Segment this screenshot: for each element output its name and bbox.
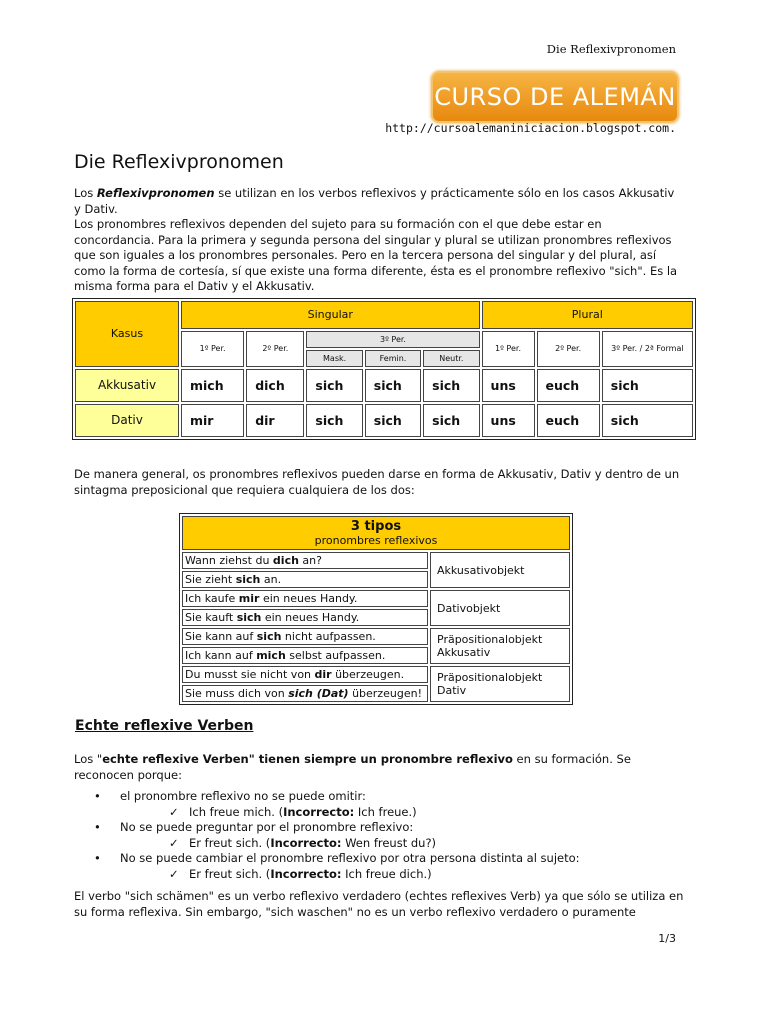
neutr-header: Neutr. — [423, 350, 479, 367]
femin-header: Femin. — [365, 350, 421, 367]
pronoun-cell: sich — [423, 404, 479, 437]
example-sentence: Wann ziehst du dich an? — [182, 552, 428, 569]
kasus-header: Kasus — [75, 301, 179, 367]
example-sentence: Ich kaufe mir ein neues Handy. — [182, 590, 428, 607]
pronoun-cell: uns — [482, 369, 535, 402]
pronoun-cell: sich — [365, 369, 421, 402]
table-row — [182, 628, 570, 645]
list-item: ✓ Er freut sich. (Incorrecto: Ich freue dich.) — [169, 866, 432, 881]
pronoun-cell: sich — [602, 404, 693, 437]
intro-paragraphs — [74, 186, 684, 295]
pronoun-cell: euch — [537, 404, 600, 437]
intro-paragraph-1: Los Reflexivpronomen se utilizan en los verbos reflexivos y prácticamente sólo en los casos Akkusativ y Dativ. — [74, 186, 675, 216]
table-row-dativ — [75, 404, 693, 437]
bullet-icon: • — [94, 820, 101, 834]
intro-paragraph-2: Los pronombres reflexivos dependen del sujeto para su formación con el que debe estar en concordancia. Para la primera y segunda persona del singular y plural se utilizan pronombres reflexivos que son iguales a los pronombres personales. Pero en la tercera persona del singular y del plural, así como la forma de cortesía, sí que existe una forma diferente, ésta es el pronombre reflexivo "sich". Es la misma forma para el Dativ y el Akkusativ. — [74, 217, 678, 293]
table-row — [182, 666, 570, 683]
list-item: • No se puede preguntar por el pronombre reflexivo: — [94, 820, 414, 834]
three-types-table — [179, 513, 573, 705]
case-dativ: Dativ — [75, 404, 179, 437]
pronoun-cell: sich — [365, 404, 421, 437]
bullet-icon: • — [94, 789, 101, 803]
pronoun-cell: dich — [246, 369, 304, 402]
list-item: • el pronombre reflexivo no se puede omitir: — [94, 789, 366, 803]
plural-header: Plural — [482, 301, 693, 329]
example-sentence: Sie kauft sich ein neues Handy. — [182, 609, 428, 626]
example-sentence: Sie kann auf sich nicht aufpassen. — [182, 628, 428, 645]
list-item: ✓ Er freut sich. (Incorrecto: Wen freust du?) — [169, 835, 437, 850]
pronoun-cell: sich — [306, 404, 362, 437]
example-sentence: Sie zieht sich an. — [182, 571, 428, 588]
singular-header: Singular — [181, 301, 480, 329]
rules-list — [74, 789, 684, 882]
pronoun-cell: mich — [181, 369, 244, 402]
bullet-icon: • — [94, 851, 101, 865]
three-types-subtitle: pronombres reflexivos — [314, 534, 438, 547]
table-row — [182, 552, 570, 569]
pronoun-cell: sich — [602, 369, 693, 402]
checkmark-icon: ✓ — [169, 835, 179, 850]
type-prapositionalobjekt-akkusativ: Präpositionalobjekt Akkusativ — [430, 628, 570, 664]
three-types-title: 3 tipos — [350, 519, 402, 534]
checkmark-icon: ✓ — [169, 866, 179, 881]
logo-text: CURSO DE ALEMÁN — [434, 83, 676, 111]
singular-2-per: 2º Per. — [246, 331, 304, 367]
list-item: ✓ Ich freue mich. (Incorrecto: Ich freue.) — [169, 804, 417, 819]
mask-header: Mask. — [306, 350, 362, 367]
table-row — [182, 590, 570, 607]
page-title: Die Reflexivpronomen — [74, 151, 284, 173]
example-sentence: Sie muss dich von sich (Dat) überzeugen! — [182, 685, 428, 702]
singular-1-per: 1º Per. — [181, 331, 244, 367]
type-dativobjekt: Dativobjekt — [430, 590, 570, 626]
reflexivpronomen-term: Reflexivpronomen — [96, 186, 215, 200]
pronoun-cell: sich — [306, 369, 362, 402]
plural-1-per: 1º Per. — [482, 331, 535, 367]
pronoun-cell: dir — [246, 404, 304, 437]
reflexive-pronoun-table — [72, 298, 696, 440]
example-sentence: Ich kann auf mich selbst aufpassen. — [182, 647, 428, 664]
example-sentence: Du musst sie nicht von dir überzeugen. — [182, 666, 428, 683]
singular-3-per: 3º Per. — [306, 331, 479, 348]
three-types-header — [182, 516, 570, 550]
case-akkusativ: Akkusativ — [75, 369, 179, 402]
checkmark-icon: ✓ — [169, 804, 179, 819]
section2-intro: Los "echte reflexive Verben" tienen siempre un pronombre reflexivo en su formación. Se reconocen porque: — [74, 752, 631, 782]
type-akkusativobjekt: Akkusativobjekt — [430, 552, 570, 588]
section-heading-echte-reflexive-verben: Echte reflexive Verben — [75, 718, 254, 734]
type-prapositionalobjekt-dativ: Präpositionalobjekt Dativ — [430, 666, 570, 702]
plural-2-per: 2º Per. — [537, 331, 600, 367]
table-row-akkusativ — [75, 369, 693, 402]
pronoun-cell: euch — [537, 369, 600, 402]
curso-aleman-logo — [431, 71, 679, 123]
plural-3-per-formal: 3º Per. / 2ª Formal — [602, 331, 693, 367]
closing-paragraph: El verbo "sich schämen" es un verbo reflexivo verdadero (echtes reflexives Verb) ya que sólo se utiliza en su forma reflexiva. Sin embargo, "sich waschen" no es un verbo reflexivo verdadero o puramente — [74, 889, 684, 919]
general-paragraph: De manera general, os pronombres reflexivos pueden darse en forma de Akkusativ, Dativ y dentro de un sintagma preposicional que requiera cualquiera de los dos: — [74, 467, 680, 497]
page-number: 1/3 — [658, 932, 676, 945]
list-item: • No se puede cambiar el pronombre reflexivo por otra persona distinta al sujeto: — [94, 851, 580, 865]
document-header-title: Die Reflexivpronomen — [546, 42, 676, 56]
pronoun-cell: sich — [423, 369, 479, 402]
blog-url: http://cursoalemaniniciacion.blogspot.com. — [385, 121, 676, 135]
pronoun-cell: uns — [482, 404, 535, 437]
pronoun-cell: mir — [181, 404, 244, 437]
